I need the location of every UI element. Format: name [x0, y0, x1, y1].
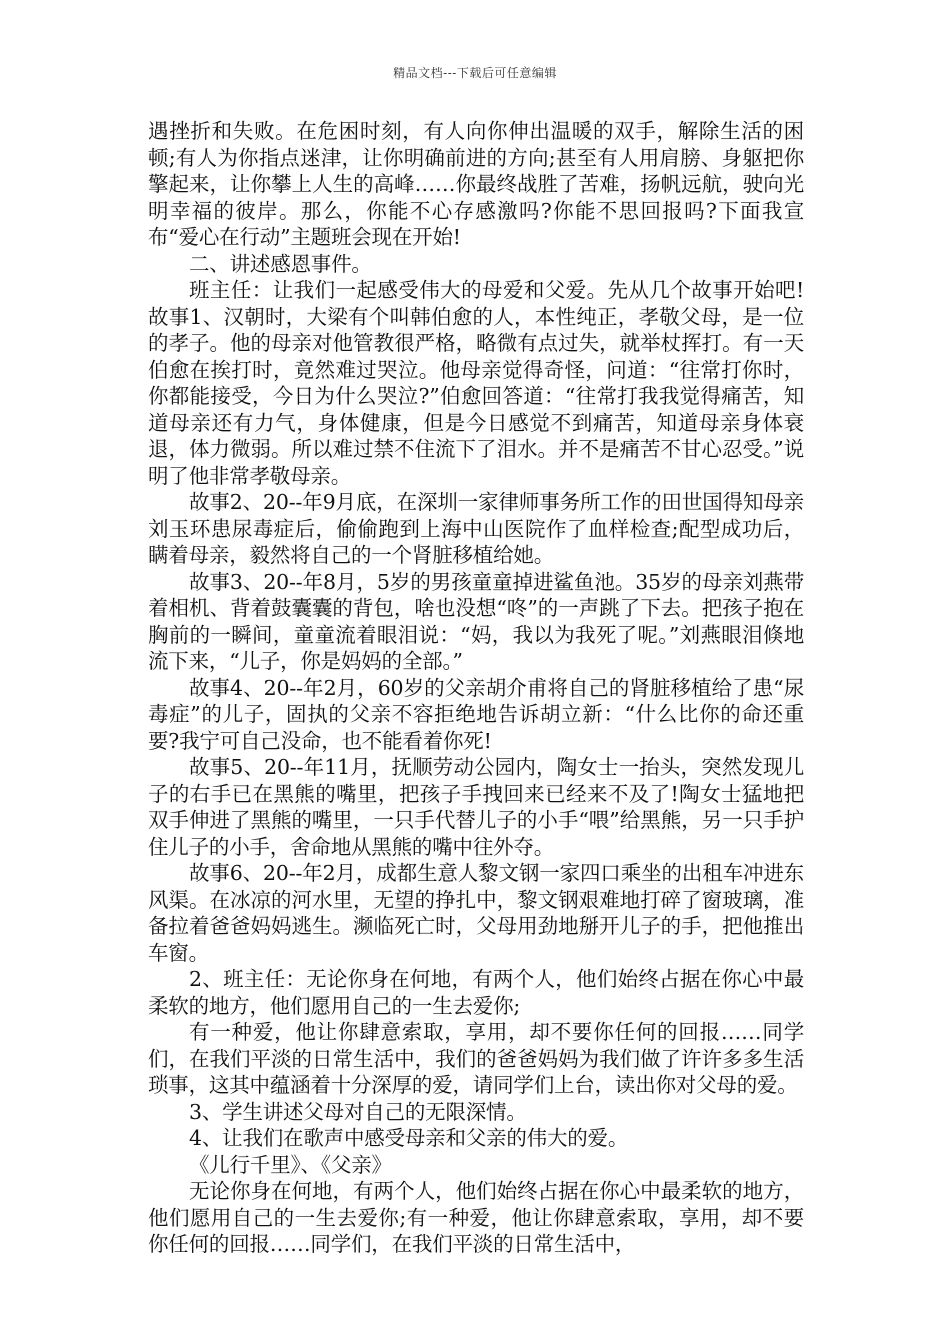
paragraph: 2、班主任：无论你身在何地，有两个人，他们始终占据在你心中最柔软的地方，他们愿用自己的一生去爱你;	[148, 967, 804, 1018]
paragraph: 故事6、20--年2月，成都生意人黎文钢一家四口乘坐的出租车冲进东风渠。在冰凉的河水里，无望的挣扎中，黎文钢艰难地打碎了窗玻璃，准备拉着爸爸妈妈逃生。濒临死亡时，父母用劲地掰开儿子的手，把他推出车窗。	[148, 861, 804, 965]
page-header: 精品文档---下载后可任意编辑	[393, 66, 557, 80]
paragraph: 遇挫折和失败。在危困时刻，有人向你伸出温暖的双手，解除生活的困顿;有人为你指点迷津，让你明确前进的方向;甚至有人用肩膀、身躯把你擎起来，让你攀上人生的高峰……你最终战胜了苦难，扬帆远航，驶向光明幸福的彼岸。那么，你能不心存感激吗?你能不思回报吗?下面我宣布“爱心在行动”主题班会现在开始!	[148, 119, 804, 249]
paragraph: 4、让我们在歌声中感受母亲和父亲的伟大的爱。	[189, 1126, 629, 1150]
paragraph: 班主任：让我们一起感受伟大的母爱和父爱。先从几个故事开始吧!故事1、汉朝时，大梁有个叫韩伯愈的人，本性纯正，孝敬父母，是一位的孝子。他的母亲对他管教很严格，略微有点过失，就举杖挥打。有一天伯愈在挨打时，竟然难过哭泣。他母亲觉得奇怪，问道：“往常打你时，你都能接受，今日为什么哭泣?”伯愈回答道：“往常打我我觉得痛苦，知道母亲还有力气，身体健康，但是今日感觉不到痛苦，知道母亲身体衰退，体力微弱。所以难过禁不住流下了泪水。并不是痛苦不甘心忍受。”说明了他非常孝敬母亲。	[148, 278, 804, 488]
paragraph: 故事3、20--年8月，5岁的男孩童童掉进鲨鱼池。35岁的母亲刘燕带着相机、背着鼓囊囊的背包，啥也没想“咚”的一声跳了下去。把孩子抱在胸前的一瞬间，童童流着眼泪说：“妈，我以为我死了呢。”刘燕眼泪倏地流下来，“儿子，你是妈妈的全部。”	[148, 569, 804, 673]
song-titles: 《儿行千里》、《父亲》	[189, 1152, 392, 1177]
paragraph: 故事4、20--年2月，60岁的父亲胡介甫将自己的肾脏移植给了患“尿毒症”的儿子，固执的父亲不容拒绝地告诉胡立新：“什么比你的命还重要?我宁可自己没命，也不能看着你死!	[148, 675, 804, 753]
paragraph: 有一种爱，他让你肆意索取，享用，却不要你任何的回报……同学们，在我们平淡的日常生活中，我们的爸爸妈妈为我们做了许许多多生活琐事，这其中蕴涵着十分深厚的爱，请同学们上台，读出你对父母的爱。	[148, 1020, 804, 1097]
paragraph: 故事5、20--年11月，抚顺劳动公园内，陶女士一抬头，突然发现儿子的右手已在黑熊的嘴里，把孩子手拽回来已经来不及了!陶女士猛地把双手伸进了黑熊的嘴里，一只手代替儿子的小手“喂”给黑熊，另一只手护住儿子的小手，舍命地从黑熊的嘴中往外夺。	[148, 755, 804, 859]
paragraph: 故事2、20--年9月底，在深圳一家律师事务所工作的田世国得知母亲刘玉环患尿毒症后，偷偷跑到上海中山医院作了血样检查;配型成功后，瞒着母亲，毅然将自己的一个肾脏移植给她。	[148, 490, 804, 567]
document-body	[148, 118, 804, 1258]
paragraph: 3、学生讲述父母对自己的无限深情。	[189, 1099, 527, 1124]
section-heading: 二、讲述感恩事件。	[189, 251, 372, 276]
paragraph: 无论你身在何地，有两个人，他们始终占据在你心中最柔软的地方，他们愿用自己的一生去爱你;有一种爱，他让你肆意索取，享用，却不要你任何的回报……同学们，在我们平淡的日常生活中，	[148, 1179, 804, 1256]
